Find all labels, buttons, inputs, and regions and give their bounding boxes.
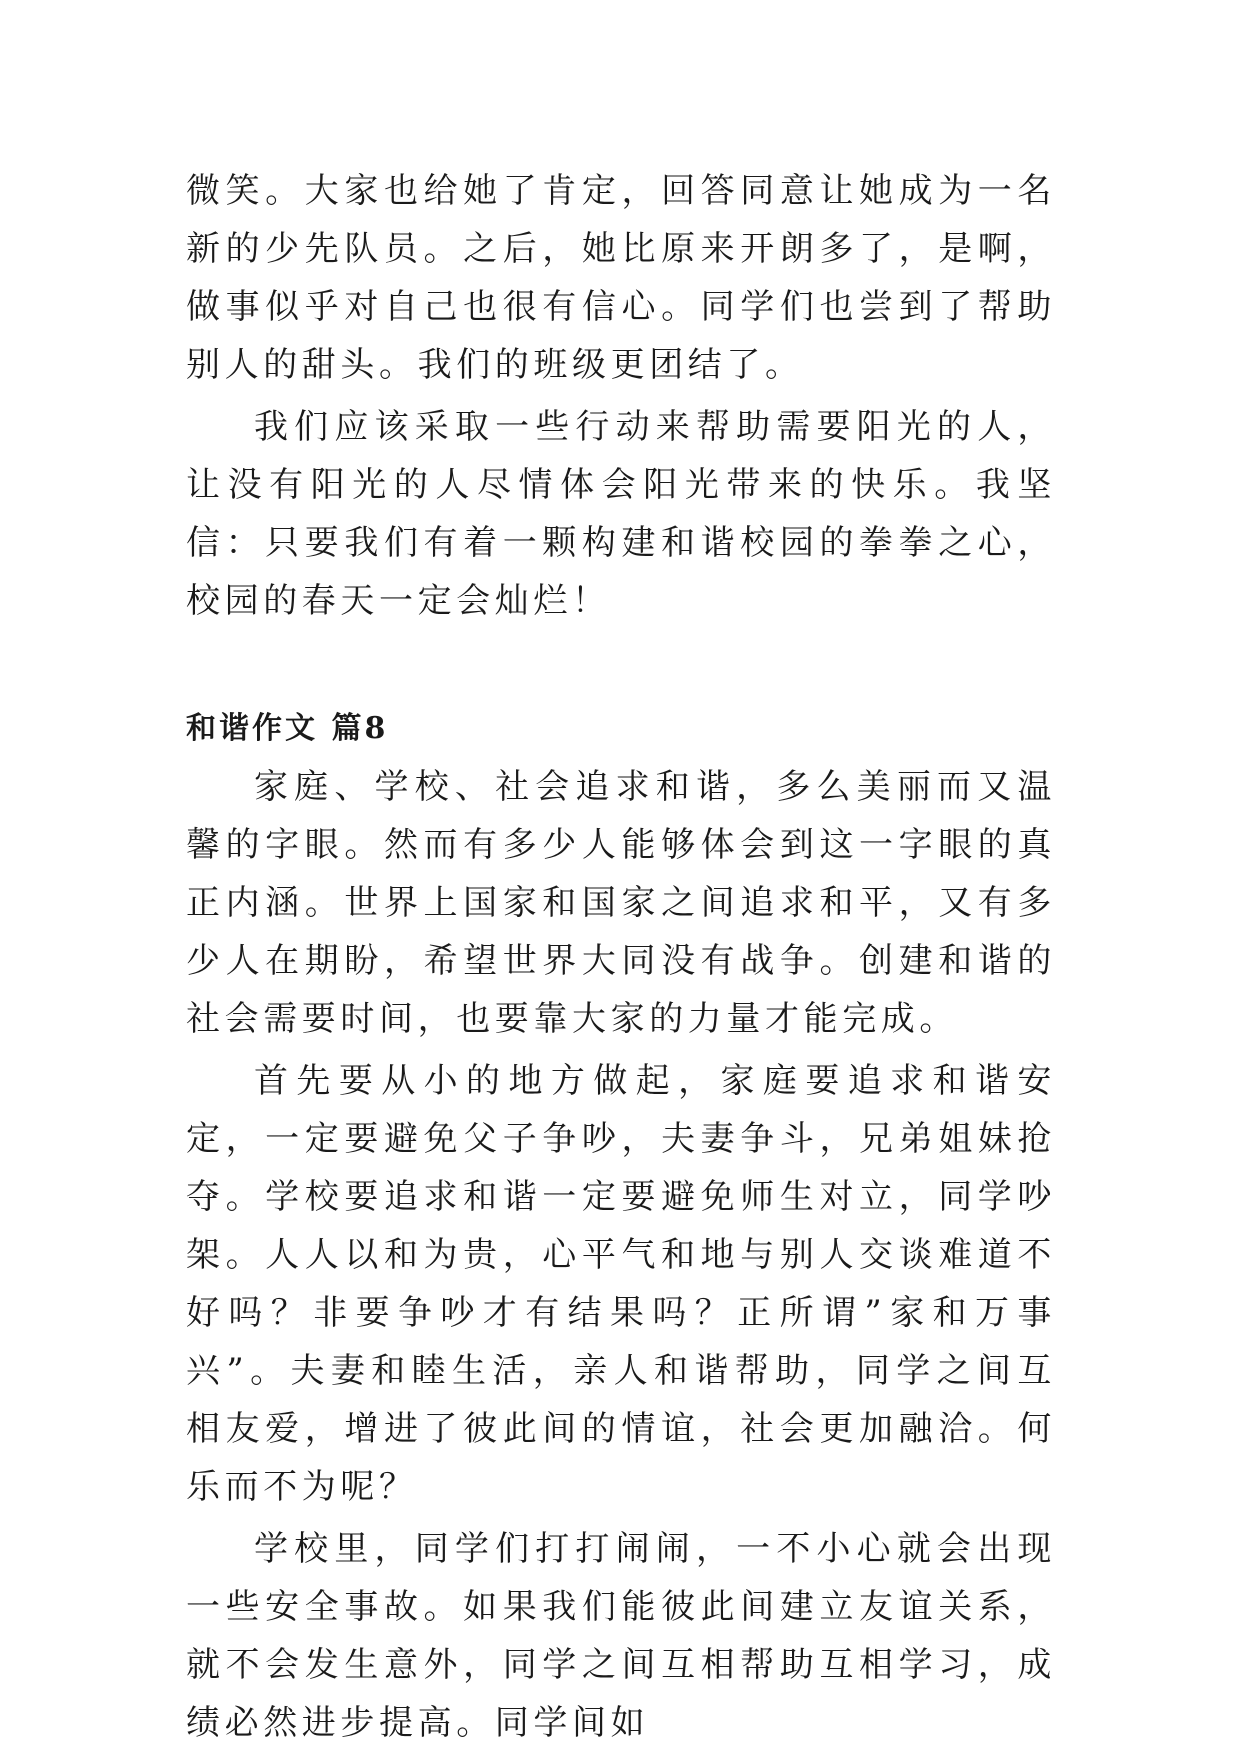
paragraph-intro: 家庭、学校、社会追求和谐，多么美丽而又温馨的字眼。然而有多少人能够体会到这一字眼的真正内涵。世界上国家和国家之间追求和平，又有多少人在期盼，希望世界大同没有战争。创建和谐的社会需要时间，也要靠大家的力量才能完成。	[186, 767, 1056, 1039]
paragraph-family-school: 首先要从小的地方做起，家庭要追求和谐安定，一定要避免父子争吵，夫妻争斗，兄弟姐妹抢夺。学校要追求和谐一定要避免师生对立，同学吵架。人人以和为贵，心平气和地与别人交谈难道不好吗？非要争吵才有结果吗？正所谓”家和万事兴”。夫妻和睦生活，亲人和谐帮助，同学之间互相友爱，增进了彼此间的情谊，社会更加融洽。何乐而不为呢？	[186, 1061, 1056, 1507]
paragraph-continued: 微笑。大家也给她了肯定，回答同意让她成为一名新的少先队员。之后，她比原来开朗多了，是啊，做事似乎对自己也很有信心。同学们也尝到了帮助别人的甜头。我们的班级更团结了。	[186, 171, 1056, 385]
paragraph-school-safety: 学校里，同学们打打闹闹，一不小心就会出现一些安全事故。如果我们能彼此间建立友谊关系，就不会发生意外，同学之间互相帮助互相学习，成绩必然进步提高。同学间如	[186, 1529, 1056, 1743]
section-heading: 和谐作文 篇8	[186, 711, 389, 746]
paragraph-conclusion: 我们应该采取一些行动来帮助需要阳光的人，让没有阳光的人尽情体会阳光带来的快乐。我坚信：只要我们有着一颗构建和谐校园的拳拳之心，校园的春天一定会灿烂！	[186, 407, 1056, 621]
document-page	[186, 162, 1056, 1752]
